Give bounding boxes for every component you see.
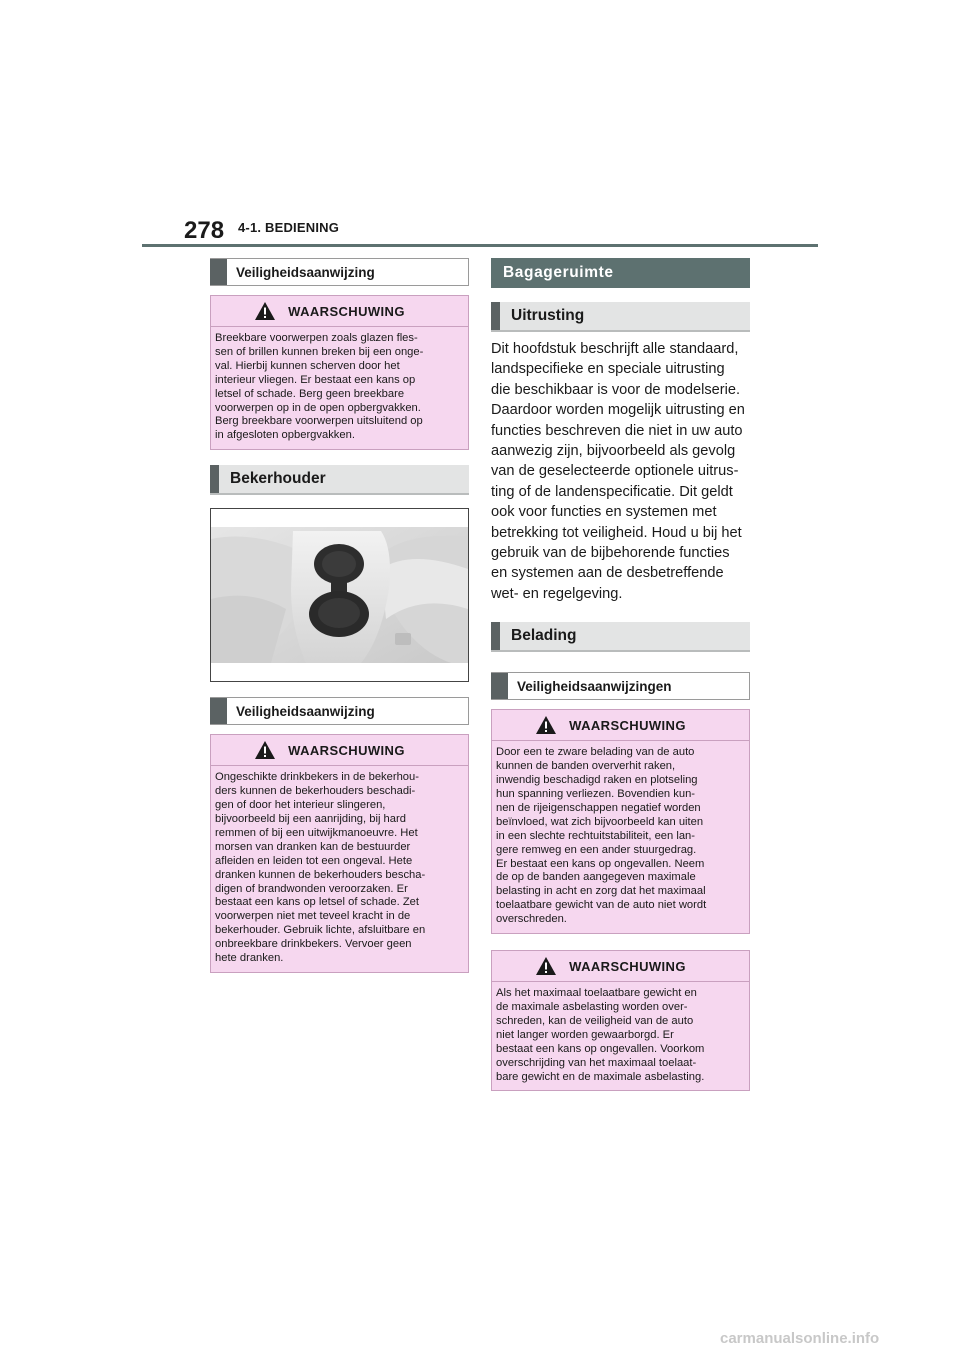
- safety-heading: [210, 697, 469, 725]
- warning-header: [492, 951, 749, 982]
- heading-text: Veiligheidsaanwijzing: [236, 264, 375, 280]
- warning-triangle-icon: [254, 301, 276, 321]
- chapter-heading: [491, 258, 750, 288]
- heading-bar: [210, 465, 219, 493]
- warning-text: Breekbare voorwerpen zoals glazen fles- sen of brillen kunnen breken bij een onge- val. Hierbij kunnen scherven door het interieur vliegen. Er bestaat een kans op letsel of schade. Berg geen breekbare voorwerpen op in de open opbergvakken. Berg breekbare voorwerpen uitsluitend op in afgesloten opbergvakken.: [215, 332, 424, 442]
- heading-bar: [210, 698, 227, 724]
- warning-triangle-icon: [254, 740, 276, 760]
- right-column: [491, 258, 750, 1091]
- warning-text: Ongeschikte drinkbekers in de bekerhou- ders kunnen de bekerhouders beschadi- gen of door het interieur slingeren, bijvoorbeeld bij een aanrijding, bij hard remmen of bij een uitwijkmanoeuvre. Het morsen van dranken kan de bestuurder afleiden en leiden tot een ongeval. Hete dranken kunnen de bekerhouders bescha- digen of brandwonden veroorzaken. Er bestaat een kans op letsel of schade. Zet voorwerpen niet met teveel kracht in de bekerhouder. Gebruik lichte, afsluitbare en onbreekbare drinkbekers. Vervoer geen hete dranken.: [215, 771, 426, 965]
- cupholder-image: [210, 508, 469, 682]
- cupholder-illustration: [211, 509, 468, 681]
- heading-text: Bagageruimte: [503, 264, 614, 281]
- heading-text: Belading: [511, 627, 577, 645]
- left-column: [210, 258, 469, 973]
- page-number: 278: [184, 217, 225, 244]
- equipment-heading: [491, 302, 750, 332]
- warning-label: WAARSCHUWING: [288, 303, 405, 319]
- warning-label: WAARSCHUWING: [288, 742, 405, 758]
- heading-text: Veiligheidsaanwijzingen: [517, 678, 672, 694]
- warning-label: WAARSCHUWING: [569, 958, 686, 974]
- loading-heading: [491, 622, 750, 652]
- warning-header: [211, 735, 468, 766]
- warning-label: WAARSCHUWING: [569, 717, 686, 733]
- warning-header: [492, 710, 749, 741]
- warning-text: Als het maximaal toelaatbare gewicht en de maximale asbelasting worden over- schreden, kan de veiligheid van de auto niet langer worden gewaarborgd. Er bestaat een kans op ongevallen. Voorkom overschrijding van het maximaal toelaat- bare gewicht en de maximale asbelasting.: [496, 987, 705, 1083]
- equipment-text: Dit hoofdstuk beschrijft alle standaard, landspecifieke en speciale uitrusting die beschikbaar is voor de modelserie. Daardoor worden mogelijk uitrusting en functies beschreven die niet in uw auto aanwezig zijn, bijvoorbeeld als gevolg van de geselecteerde optionele uitrus- ting of de landenspecificatie. Dit geldt ook voor functies en systemen met betrekking tot veiligheid. Houd u bij het gebruik van de bijbehorende functies en systemen aan de desbetreffende wet- en regelgeving.: [491, 341, 745, 602]
- header-rule: [142, 244, 818, 247]
- chapter-title: 4-1. BEDIENING: [238, 220, 340, 235]
- heading-bar: [491, 622, 500, 650]
- warning-box: [210, 734, 469, 973]
- heading-text: Veiligheidsaanwijzing: [236, 703, 375, 719]
- cupholder-heading: [210, 465, 469, 495]
- warning-box: [491, 709, 750, 934]
- warning-text: Door een te zware belading van de auto kunnen de banden oververhit raken, inwendig beschadigd raken en plotseling hun spanning verliezen. Bovendien kun- nen de rijeigenschappen negatief worden beïnvloed, wat zich bijvoorbeeld kan uiten in een slechte rechtuitstabiliteit, een lan- gere remweg en een ander stuurgedrag. Er bestaat een kans op ongevallen. Neem de op de banden aangegeven maximale belasting in acht en zorg dat het maximaal toelaatbare gewicht van de auto niet wordt overschreden.: [496, 746, 707, 926]
- warning-box: [491, 950, 750, 1091]
- safety-heading: [210, 258, 469, 286]
- safety-heading: [491, 672, 750, 700]
- warning-header: [211, 296, 468, 327]
- warning-triangle-icon: [535, 956, 557, 976]
- heading-text: Uitrusting: [511, 307, 585, 324]
- heading-bar: [491, 673, 508, 699]
- heading-bar: [210, 259, 227, 285]
- warning-triangle-icon: [535, 715, 557, 735]
- heading-text: Bekerhouder: [230, 470, 326, 488]
- heading-bar: [491, 302, 500, 330]
- watermark: carmanualsonline.info: [720, 1330, 880, 1347]
- warning-box: [210, 295, 469, 450]
